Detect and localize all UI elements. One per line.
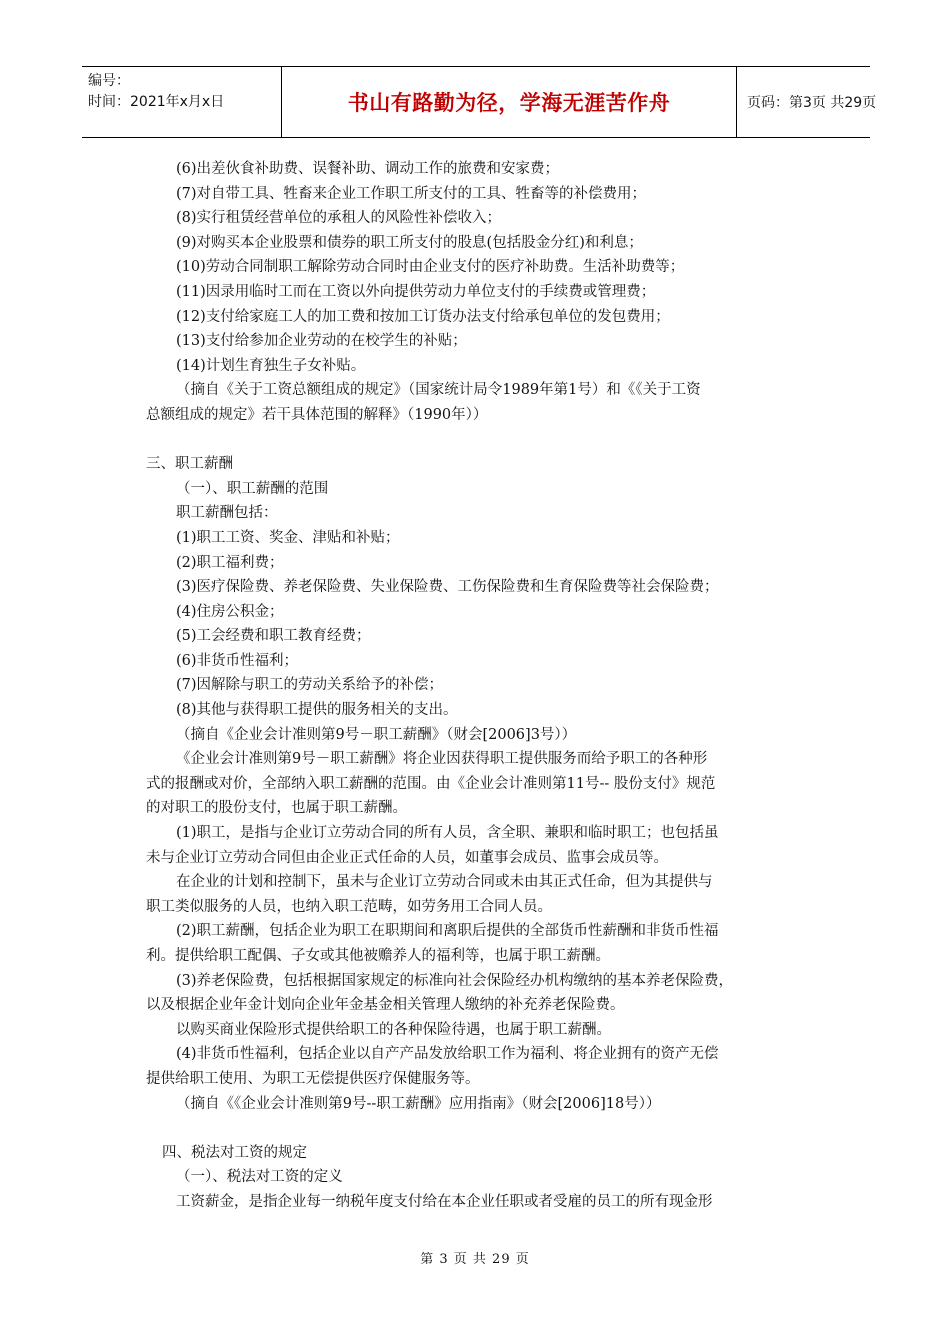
document-number-label: 编号： (88, 73, 130, 89)
document-time-label: 时间：2021年x月x日 (88, 94, 225, 110)
header-meta (82, 67, 282, 137)
blank-line (146, 1116, 812, 1141)
body-line: (5)工会经费和职工教育经费； (176, 628, 371, 645)
subsection-heading: （一）、税法对工资的定义 (176, 1169, 343, 1186)
body-line: (12)支付给家庭工人的加工费和按加工订货办法支付给承包单位的发包费用； (176, 308, 670, 325)
body-line: (6)非货币性福利； (176, 652, 299, 669)
body-line: 在企业的计划和控制下，虽未与企业订立劳动合同或未由其正式任命，但为其提供与 (176, 874, 713, 891)
citation-line: （摘自《《企业会计准则第9号--职工薪酬》应用指南》（财会[2006]18号）） (176, 1095, 661, 1112)
body-line: 利。提供给职工配偶、子女或其他被赡养人的福利等，也属于职工薪酬。 (146, 948, 610, 964)
body-line: (7)对自带工具、牲畜来企业工作职工所支付的工具、牲畜等的补偿费用； (176, 185, 647, 202)
body-line: (4)非货币性福利，包括企业以自产产品发放给职工作为福利、将企业拥有的资产无偿 (176, 1046, 719, 1063)
section-heading: 四、税法对工资的规定 (162, 1144, 307, 1161)
body-line: 职工类似服务的人员，也纳入职工范畴，如劳务用工合同人员。 (146, 898, 552, 915)
body-line: 以及根据企业年金计划向企业年金基金相关管理人缴纳的补充养老保险费。 (146, 997, 625, 1014)
body-line: (14)计划生育独生子女补贴。 (176, 357, 366, 374)
document-body (146, 157, 812, 1215)
body-line: (6)出差伙食补助费、误餐补助、调动工作的旅费和安家费； (176, 161, 560, 177)
body-line: 提供给职工使用、为职工无偿提供医疗保健服务等。 (146, 1070, 480, 1087)
body-line: (8)其他与获得职工提供的服务相关的支出。 (176, 702, 458, 719)
body-line: (3)医疗保险费、养老保险费、失业保险费、工伤保险费和生育保险费等社会保险费； (176, 579, 719, 596)
citation-line: 总额组成的规定》若干具体范围的解释》（1990年）） (146, 406, 488, 423)
body-line: (3)养老保险费，包括根据国家规定的标准向社会保险经办机构缴纳的基本养老保险费， (176, 972, 734, 989)
body-line: 式的报酬或对价，全部纳入职工薪酬的范围。由《企业会计准则第11号-- 股份支付》规范 (146, 775, 716, 792)
citation-line: （摘自《企业会计准则第9号－职工薪酬》（财会[2006]3号）） (176, 726, 577, 743)
body-line: (11)因录用临时工而在工资以外向提供劳动力单位支付的手续费或管理费； (176, 283, 656, 300)
body-line: (8)实行租赁经营单位的承租人的风险性补偿收入； (176, 210, 502, 227)
document-header (82, 66, 877, 138)
body-line: (7)因解除与职工的劳动关系给予的补偿； (176, 677, 444, 694)
body-line: (2)职工福利费； (176, 554, 284, 571)
body-line: 职工薪酬包括： (176, 505, 278, 522)
header-motto: 书山有路勤为径，学海无涯苦作舟 (347, 91, 671, 115)
header-motto-cell (282, 67, 737, 137)
body-line: (9)对购买本企业股票和债券的职工所支付的股息(包括股金分红)和利息； (176, 234, 643, 251)
subsection-heading: （一）、职工薪酬的范围 (176, 480, 329, 497)
citation-line: （摘自《关于工资总额组成的规定》（国家统计局令1989年第1号）和《《关于工资 (176, 382, 701, 399)
section-heading: 三、职工薪酬 (146, 456, 233, 473)
body-line: (13)支付给参加企业劳动的在校学生的补贴； (176, 333, 467, 350)
body-line: 《企业会计准则第9号－职工薪酬》将企业因获得职工提供服务而给予职工的各种形 (176, 751, 708, 768)
body-line: (10)劳动合同制职工解除劳动合同时由企业支付的医疗补助费。生活补助费等； (176, 259, 685, 276)
body-line: (4)住房公积金； (176, 603, 284, 620)
body-line: 未与企业订立劳动合同但由企业正式任命的人员，如董事会成员、监事会成员等。 (146, 849, 668, 866)
body-line: (1)职工，是指与企业订立劳动合同的所有人员，含全职、兼职和临时职工；也包括虽 (176, 825, 719, 842)
body-line: 的对职工的股份支付，也属于职工薪酬。 (146, 800, 407, 817)
blank-line (146, 428, 812, 453)
header-page-info: 页码：第3页 共29页 (747, 95, 877, 111)
page-footer: 第 3 页 共 29 页 (420, 1252, 530, 1267)
body-line: (1)职工工资、奖金、津贴和补贴； (176, 529, 400, 546)
body-line: 工资薪金，是指企业每一纳税年度支付给在本企业任职或者受雇的员工的所有现金形 (176, 1193, 713, 1210)
body-line: 以购买商业保险形式提供给职工的各种保险待遇，也属于职工薪酬。 (176, 1021, 611, 1038)
body-line: (2)职工薪酬，包括企业为职工在职期间和离职后提供的全部货币性薪酬和非货币性福 (176, 923, 719, 940)
